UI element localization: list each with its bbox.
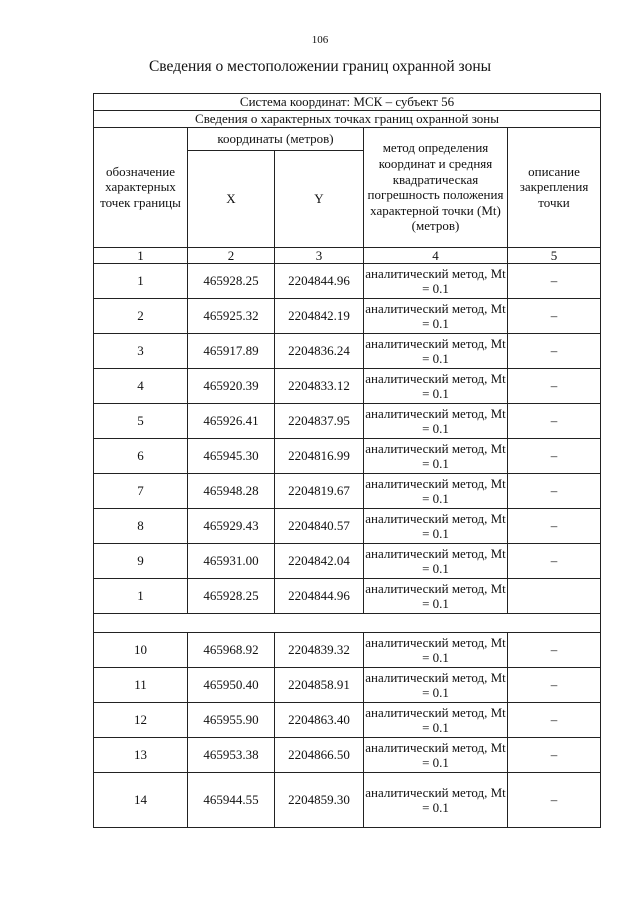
x-value: 465944.55 bbox=[188, 773, 275, 828]
column-number: 1 bbox=[94, 247, 188, 264]
y-value: 2204837.95 bbox=[275, 404, 364, 439]
x-value: 465953.38 bbox=[188, 738, 275, 773]
column-number: 5 bbox=[508, 247, 601, 264]
method-value: аналитический метод, Mt = 0.1 bbox=[364, 369, 508, 404]
table-row bbox=[94, 369, 601, 404]
y-value: 2204844.96 bbox=[275, 579, 364, 614]
table-row bbox=[94, 404, 601, 439]
x-value: 465948.28 bbox=[188, 474, 275, 509]
description-value: – bbox=[508, 369, 601, 404]
description-value bbox=[508, 579, 601, 614]
method-value: аналитический метод, Mt = 0.1 bbox=[364, 738, 508, 773]
table-row bbox=[94, 738, 601, 773]
table-row bbox=[94, 544, 601, 579]
x-value: 465928.25 bbox=[188, 579, 275, 614]
table-row bbox=[94, 668, 601, 703]
point-number: 9 bbox=[94, 544, 188, 579]
section-title: Сведения о характерных точках границ охранной зоны bbox=[94, 111, 601, 128]
method-value: аналитический метод, Mt = 0.1 bbox=[364, 703, 508, 738]
description-value: – bbox=[508, 439, 601, 474]
method-value: аналитический метод, Mt = 0.1 bbox=[364, 509, 508, 544]
method-value: аналитический метод, Mt = 0.1 bbox=[364, 544, 508, 579]
method-value: аналитический метод, Mt = 0.1 bbox=[364, 439, 508, 474]
y-value: 2204842.19 bbox=[275, 299, 364, 334]
method-value: аналитический метод, Mt = 0.1 bbox=[364, 264, 508, 299]
point-number: 2 bbox=[94, 299, 188, 334]
description-value: – bbox=[508, 738, 601, 773]
column-number: 2 bbox=[188, 247, 275, 264]
y-value: 2204859.30 bbox=[275, 773, 364, 828]
x-value: 465950.40 bbox=[188, 668, 275, 703]
description-value: – bbox=[508, 703, 601, 738]
header-designation: обозначение характерных точек границы bbox=[94, 127, 188, 247]
separator-row bbox=[94, 614, 601, 633]
y-value: 2204844.96 bbox=[275, 264, 364, 299]
point-number: 1 bbox=[94, 264, 188, 299]
method-value: аналитический метод, Mt = 0.1 bbox=[364, 334, 508, 369]
point-number: 14 bbox=[94, 773, 188, 828]
point-number: 8 bbox=[94, 509, 188, 544]
y-value: 2204833.12 bbox=[275, 369, 364, 404]
point-number: 3 bbox=[94, 334, 188, 369]
table-row bbox=[94, 264, 601, 299]
method-value: аналитический метод, Mt = 0.1 bbox=[364, 633, 508, 668]
description-value: – bbox=[508, 544, 601, 579]
coordinate-system-label: Система координат: МСК – субъект 56 bbox=[94, 94, 601, 111]
table-row bbox=[94, 509, 601, 544]
table-row bbox=[94, 299, 601, 334]
x-value: 465917.89 bbox=[188, 334, 275, 369]
point-number: 10 bbox=[94, 633, 188, 668]
description-value: – bbox=[508, 633, 601, 668]
x-value: 465920.39 bbox=[188, 369, 275, 404]
x-value: 465929.43 bbox=[188, 509, 275, 544]
table-row bbox=[94, 334, 601, 369]
method-value: аналитический метод, Mt = 0.1 bbox=[364, 299, 508, 334]
description-value: – bbox=[508, 404, 601, 439]
column-number-row bbox=[94, 247, 601, 264]
description-value: – bbox=[508, 773, 601, 828]
point-number: 7 bbox=[94, 474, 188, 509]
description-value: – bbox=[508, 474, 601, 509]
description-value: – bbox=[508, 299, 601, 334]
header-method: метод определения координат и средняя квадратическая погрешность положения характерной точки (Mt) (метров) bbox=[364, 127, 508, 247]
y-value: 2204839.32 bbox=[275, 633, 364, 668]
coordinate-system-row bbox=[94, 94, 601, 111]
header-y: Y bbox=[275, 150, 364, 247]
document-title: Сведения о местоположении границ охранной зоны bbox=[148, 58, 492, 75]
coordinates-table bbox=[93, 93, 601, 828]
method-value: аналитический метод, Mt = 0.1 bbox=[364, 668, 508, 703]
table-body bbox=[94, 94, 601, 828]
y-value: 2204840.57 bbox=[275, 509, 364, 544]
header-description: описание закрепления точки bbox=[508, 127, 601, 247]
page-number: 106 bbox=[311, 34, 329, 46]
description-value: – bbox=[508, 264, 601, 299]
header-row bbox=[94, 127, 601, 150]
x-value: 465926.41 bbox=[188, 404, 275, 439]
table-row bbox=[94, 439, 601, 474]
point-number: 4 bbox=[94, 369, 188, 404]
header-x: X bbox=[188, 150, 275, 247]
column-number: 4 bbox=[364, 247, 508, 264]
x-value: 465968.92 bbox=[188, 633, 275, 668]
method-value: аналитический метод, Mt = 0.1 bbox=[364, 773, 508, 828]
description-value: – bbox=[508, 334, 601, 369]
table-row bbox=[94, 703, 601, 738]
header-coordinates: координаты (метров) bbox=[188, 127, 364, 150]
point-number: 13 bbox=[94, 738, 188, 773]
point-number: 5 bbox=[94, 404, 188, 439]
point-number: 6 bbox=[94, 439, 188, 474]
x-value: 465931.00 bbox=[188, 544, 275, 579]
y-value: 2204842.04 bbox=[275, 544, 364, 579]
y-value: 2204836.24 bbox=[275, 334, 364, 369]
description-value: – bbox=[508, 509, 601, 544]
x-value: 465928.25 bbox=[188, 264, 275, 299]
table-row bbox=[94, 773, 601, 828]
point-number: 11 bbox=[94, 668, 188, 703]
y-value: 2204863.40 bbox=[275, 703, 364, 738]
y-value: 2204816.99 bbox=[275, 439, 364, 474]
separator-cell bbox=[94, 614, 601, 633]
method-value: аналитический метод, Mt = 0.1 bbox=[364, 579, 508, 614]
table-row bbox=[94, 633, 601, 668]
column-number: 3 bbox=[275, 247, 364, 264]
point-number: 1 bbox=[94, 579, 188, 614]
y-value: 2204866.50 bbox=[275, 738, 364, 773]
x-value: 465955.90 bbox=[188, 703, 275, 738]
y-value: 2204819.67 bbox=[275, 474, 364, 509]
table-row bbox=[94, 579, 601, 614]
method-value: аналитический метод, Mt = 0.1 bbox=[364, 404, 508, 439]
point-number: 12 bbox=[94, 703, 188, 738]
description-value: – bbox=[508, 668, 601, 703]
table-row bbox=[94, 474, 601, 509]
method-value: аналитический метод, Mt = 0.1 bbox=[364, 474, 508, 509]
y-value: 2204858.91 bbox=[275, 668, 364, 703]
x-value: 465925.32 bbox=[188, 299, 275, 334]
x-value: 465945.30 bbox=[188, 439, 275, 474]
section-title-row bbox=[94, 111, 601, 128]
